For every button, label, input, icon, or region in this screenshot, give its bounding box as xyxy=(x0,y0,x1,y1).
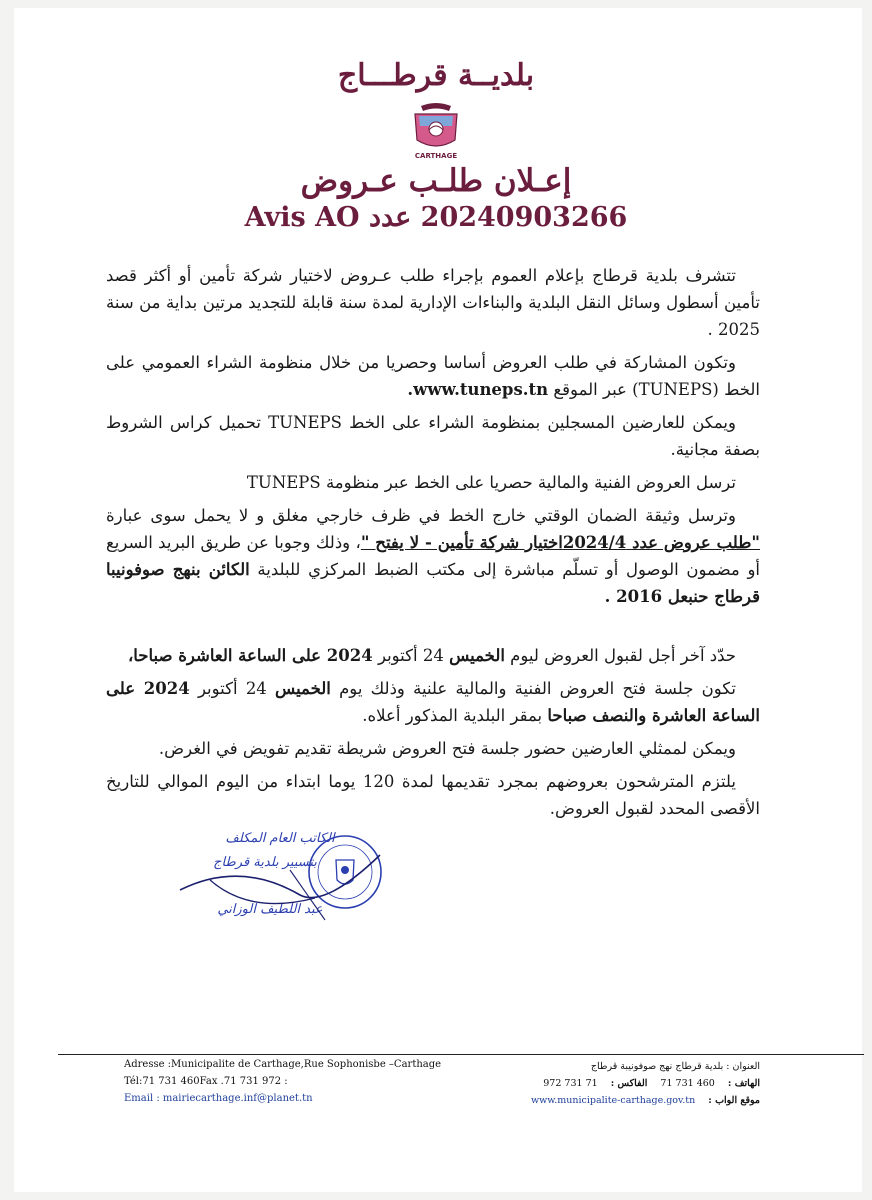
opening-time: 2024 على الساعة العاشرة والنصف صباحا xyxy=(106,679,760,725)
footer-contact-ar xyxy=(460,1058,760,1109)
paragraph-deadline xyxy=(106,642,760,669)
deadline-text: حدّد آخر أجل لقبول العروض ليوم xyxy=(504,646,736,665)
address-fr: Adresse :Municipalite de Carthage,Rue Sophonisbe –Carthage xyxy=(124,1059,442,1070)
tel-fax-fr: Tél:71 731 460Fax .71 731 972 : xyxy=(124,1076,288,1087)
opening-location: بمقر البلدية المذكور أعلاه. xyxy=(362,706,548,725)
avis-number: 20240903266 عدد Avis AO xyxy=(244,202,628,233)
office-address: الكائن بنهج صوفونيبا قرطاج حنبعل 2016 . xyxy=(106,560,760,606)
address-ar: العنوان : بلدية قرطاج نهج صوفونيبة قرطاج xyxy=(590,1061,760,1072)
paragraph-guarantee xyxy=(106,502,760,610)
opening-day: الخميس xyxy=(275,679,331,698)
guarantee-text-b: ، وذلك وجوبا عن طريق البريد السريع أو مضمون الوصول أو تسلّم مباشرة إلى مكتب الضبط المركزي للبلدية xyxy=(106,533,760,579)
municipality-name: بلديــة قرطـــاج xyxy=(337,58,535,93)
paragraph-representatives: ويمكن لممثلي العارضين حضور جلسة فتح العروض شريطة تقديم تفويض في الغرض. xyxy=(158,739,736,758)
website-ar xyxy=(460,1092,760,1109)
notice-title: إعـلان طلـب عـروض xyxy=(300,163,572,199)
fax-label: الفاكس : xyxy=(610,1078,648,1089)
footer-divider xyxy=(58,1054,864,1055)
paragraph-download: ويمكن للعارضين المسجلين بمنظومة الشراء على الخط TUNEPS تحميل كراس الشروط بصفة مجانية. xyxy=(106,413,760,459)
stamp-line-2: بتسيير بلدية قرطاج xyxy=(213,855,317,870)
logo-caption: CARTHAGE xyxy=(414,152,458,160)
paragraph-participation xyxy=(106,349,760,403)
notice-body xyxy=(106,262,760,822)
paragraph-intro: تتشرف بلدية قرطاج بإعلام العموم بإجراء طلب عـروض لاختيار شركة تأمين أو أكثر قصد تأمين أسطول وسائل النقل البلدية والبناءات الإدارية لمدة سنة قابلة للتجديد مرتين بداية من سنة 2025 . xyxy=(106,266,760,339)
paragraph-commitment: يلتزم المترشحون بعروضهم بمجرد تقديمها لمدة 120 يوما ابتداء من اليوم الموالي للتاريخ الأقصى المحدد لقبول العروض. xyxy=(106,772,760,818)
paragraph-opening-session xyxy=(106,675,760,729)
email-link[interactable]: Email : mairiecarthage.inf@planet.tn xyxy=(124,1093,313,1104)
footer-contact-fr xyxy=(124,1056,444,1107)
opening-date: 24 أكتوبر xyxy=(189,679,276,698)
tuneps-website-link[interactable]: www.tuneps.tn. xyxy=(407,380,549,399)
stamp-line-1: الكاتب العام المكلف xyxy=(225,831,335,846)
phone-number: 460 731 71 xyxy=(660,1078,715,1089)
fax-number: 71 731 972 xyxy=(543,1078,598,1089)
carthage-crest-logo xyxy=(405,100,467,160)
deadline-date: 24 أكتوبر xyxy=(372,646,450,665)
participation-text: وتكون المشاركة في طلب العروض أساسا وحصريا من خلال منظومة الشراء العمومي على الخط (TUNEPS) عبر الموقع xyxy=(106,353,760,399)
phone-fax-ar xyxy=(460,1075,760,1092)
website-label: موقع الواب : xyxy=(708,1095,760,1106)
website-link[interactable]: www.municipalite-carthage.gov.tn xyxy=(530,1095,696,1106)
phone-label: الهاتف : xyxy=(727,1078,760,1089)
paragraph-submission: ترسل العروض الفنية والمالية حصريا على الخط عبر منظومة TUNEPS xyxy=(246,473,736,492)
envelope-label: "طلب عروض عدد 2024/4اختيار شركة تأمين - لا يفتح " xyxy=(360,533,760,552)
deadline-day: الخميس xyxy=(449,646,505,665)
deadline-time: 2024 على الساعة العاشرة صباحا، xyxy=(127,646,373,665)
opening-text: تكون جلسة فتح العروض الفنية والمالية علنية وذلك يوم xyxy=(330,679,736,698)
stamp-line-3: عبد اللطيف الوزاني xyxy=(217,902,323,917)
signature-stamp xyxy=(150,820,400,925)
guarantee-text-a: وترسل وثيقة الضمان الوقتي خارج الخط في ظرف خارجي مغلق و لا يحمل سوى عبارة xyxy=(106,506,736,525)
